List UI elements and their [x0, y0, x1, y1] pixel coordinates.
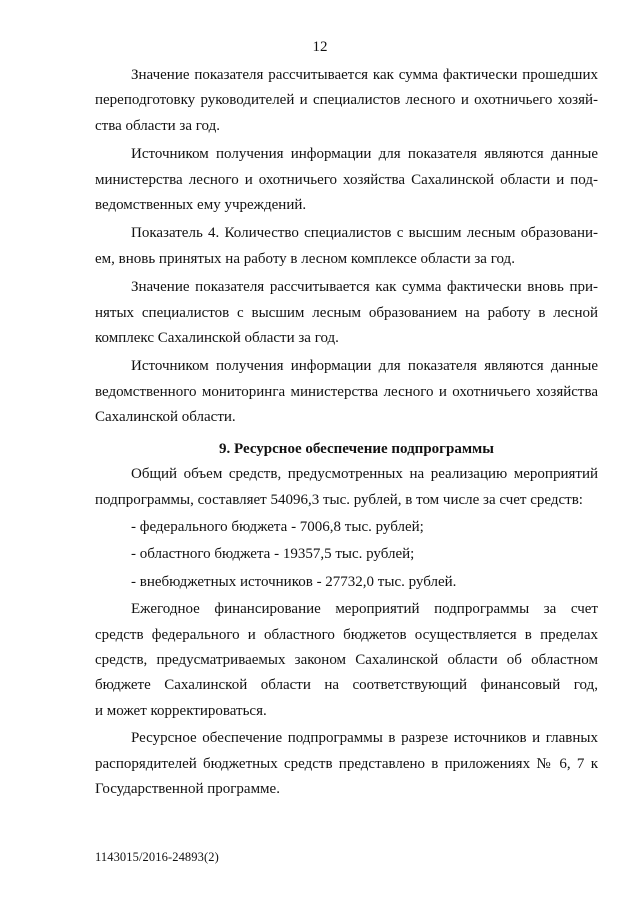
paragraph — [95, 570, 598, 595]
text-line: ства области за год. — [95, 117, 220, 134]
text-line: переподготовку руководителей и специалистов лесного и охотничьего хозяй- — [95, 92, 598, 109]
text-line: - федерального бюджета - 7006,8 тыс. рублей; — [131, 518, 424, 535]
text-line: комплекс Сахалинской области за год. — [95, 330, 339, 347]
paragraph — [95, 542, 598, 567]
text-line: распорядителей бюджетных средств представлено в приложениях № 6, 7 к — [95, 755, 598, 772]
paragraph-group-resources — [95, 462, 598, 802]
paragraph-group-indicators — [95, 63, 598, 431]
text-line: ведомственных ему учреждений. — [95, 197, 307, 214]
text-line: Ежегодное финансирование мероприятий подпрограммы за счет — [131, 601, 598, 618]
text-line: Общий объем средств, предусмотренных на реализацию мероприятий — [131, 466, 598, 483]
paragraph — [95, 275, 598, 351]
text-line: средств, предусматриваемых законом Сахалинской области об областном — [95, 651, 598, 668]
paragraph — [95, 63, 598, 139]
text-line: ем, вновь принятых на работу в лесном комплексе области за год. — [95, 250, 515, 267]
text-line: средств федерального и областного бюджетов осуществляется в пределах — [95, 626, 598, 643]
text-line: бюджете Сахалинской области на соответствующий финансовый год, — [95, 677, 598, 694]
paragraph — [95, 221, 598, 272]
text-line: Показатель 4. Количество специалистов с высшим лесным образовани- — [131, 225, 598, 242]
paragraph — [95, 726, 598, 802]
text-line: Значение показателя рассчитывается как сумма фактически прошедших — [131, 67, 598, 83]
document-code: 1143015/2016-24893(2) — [95, 850, 219, 864]
section-heading: 9. Ресурсное обеспечение подпрограммы — [219, 440, 494, 457]
text-line: и может корректироваться. — [95, 702, 267, 719]
paragraph — [95, 354, 598, 430]
page-number: 12 — [312, 39, 328, 55]
text-line: - областного бюджета - 19357,5 тыс. рублей; — [131, 546, 415, 563]
document-body — [95, 63, 598, 802]
text-line: Государственной программе. — [95, 780, 280, 797]
paragraph — [95, 515, 598, 540]
paragraph — [95, 462, 598, 513]
text-line: - внебюджетных источников - 27732,0 тыс. рублей. — [131, 573, 457, 590]
paragraph — [95, 597, 598, 724]
text-line: Значение показателя рассчитывается как сумма фактически вновь при- — [131, 279, 598, 296]
text-line: подпрограммы, составляет 54096,3 тыс. рублей, в том числе за счет средств: — [95, 491, 583, 508]
text-line: Источником получения информации для показателя являются данные — [131, 146, 598, 163]
text-line: Сахалинской области. — [95, 409, 236, 426]
text-line: министерства лесного и охотничьего хозяйства Сахалинской области и под- — [95, 171, 598, 188]
text-line: нятых специалистов с высшим лесным образованием на работу в лесной — [95, 304, 598, 321]
text-line: ведомственного мониторинга министерства лесного и охотничьего хозяйства — [95, 383, 598, 400]
text-line: Источником получения информации для показателя являются данные — [131, 358, 598, 375]
text-line: Ресурсное обеспечение подпрограммы в разрезе источников и главных — [131, 730, 598, 747]
paragraph — [95, 142, 598, 218]
